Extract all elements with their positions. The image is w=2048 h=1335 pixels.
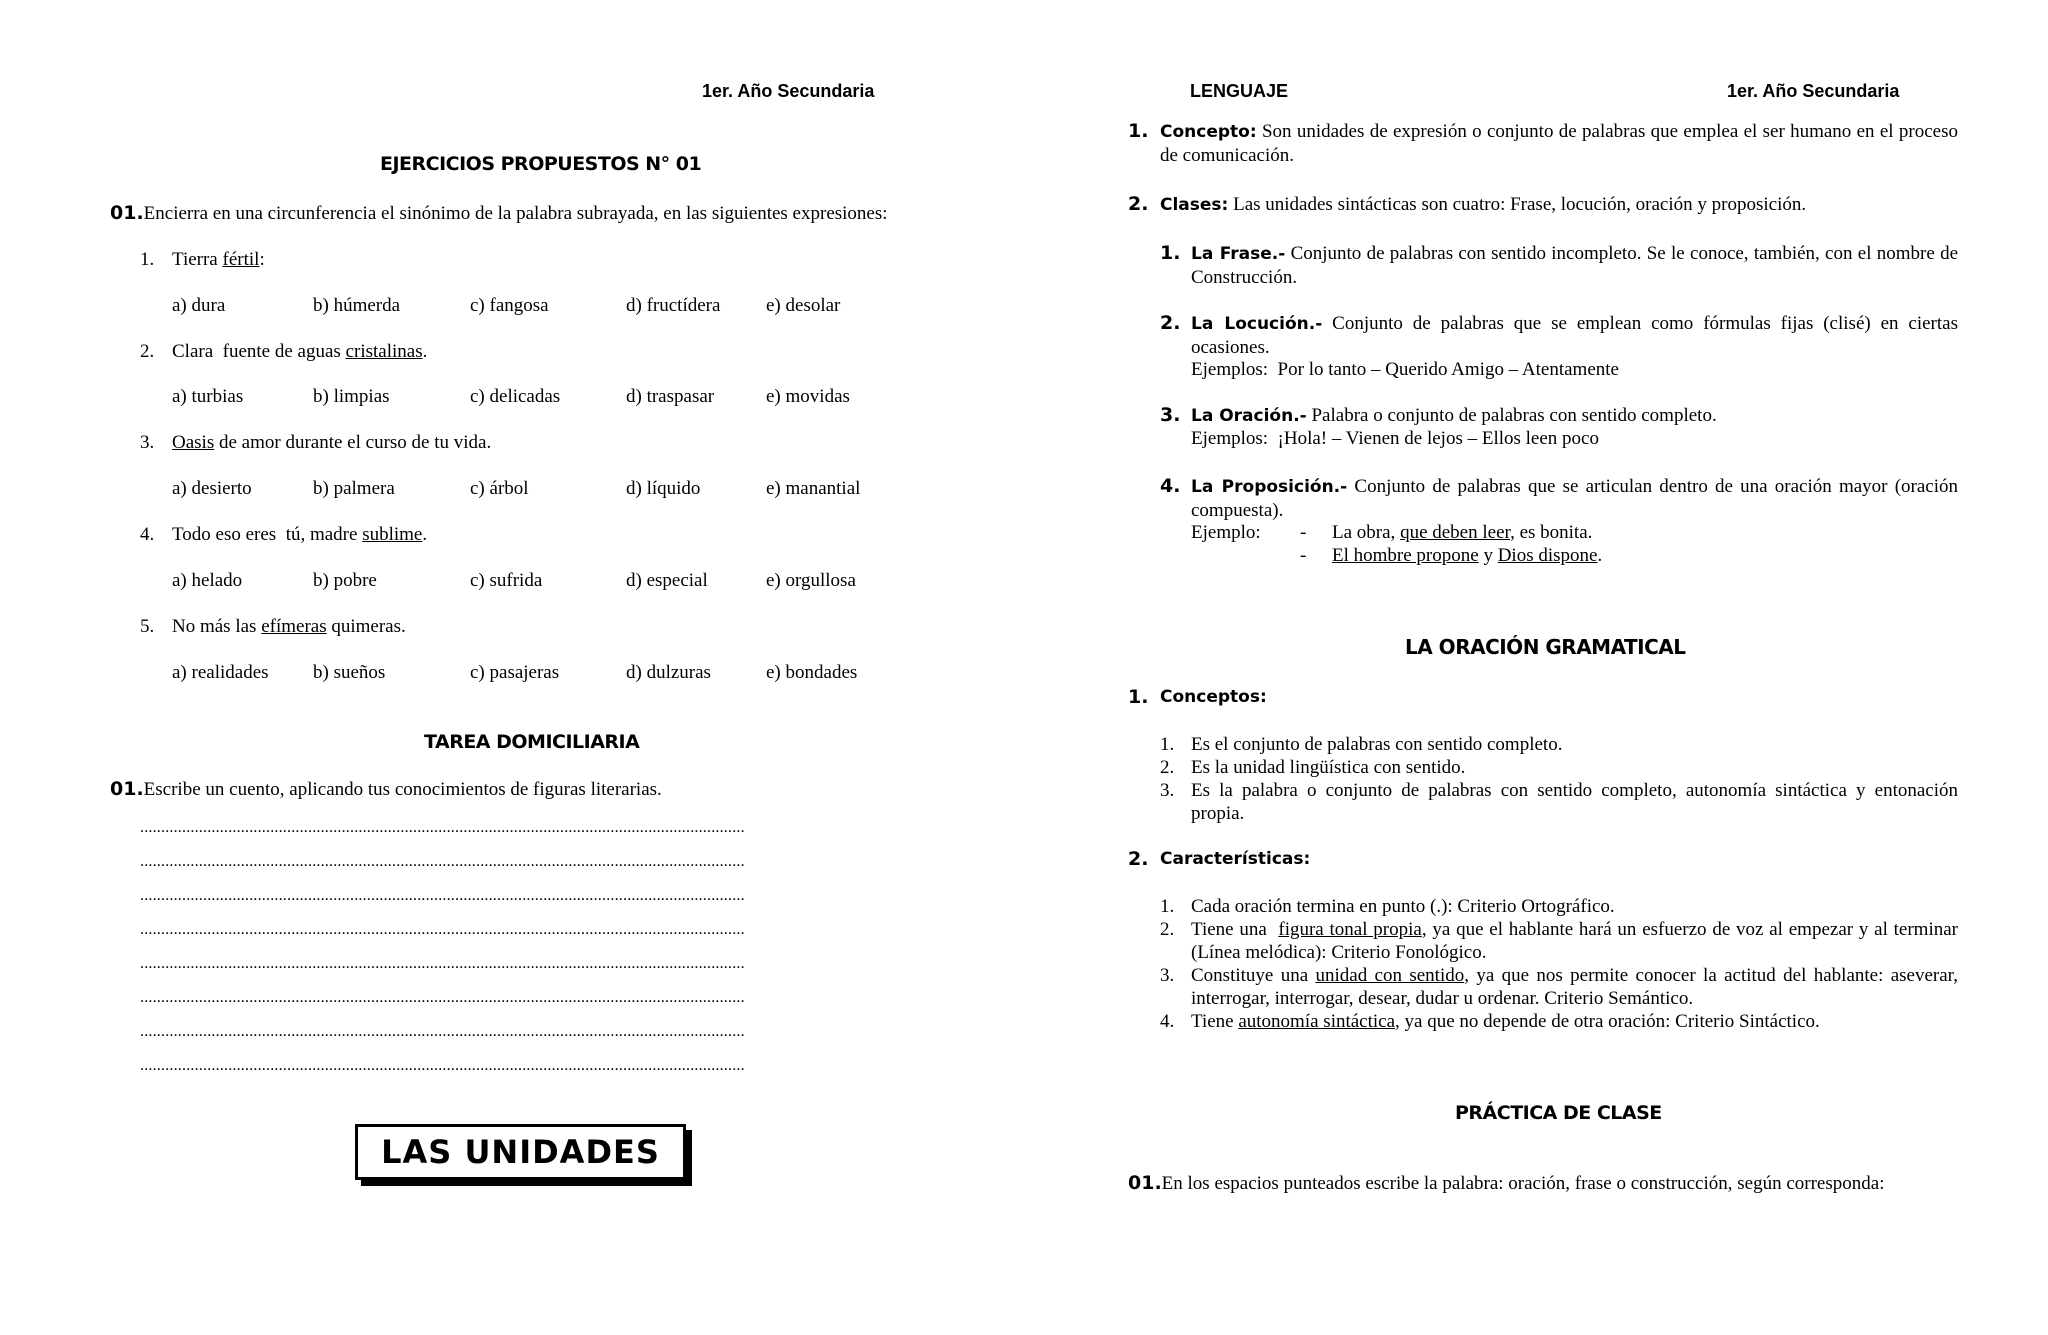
option-a[interactable]: a) desierto — [172, 478, 252, 499]
sub-number: 3. — [1160, 404, 1181, 426]
dotted-line-3[interactable]: ................................................................................................................................................ — [140, 887, 745, 904]
example-dash-1: - — [1300, 522, 1307, 543]
point-number: 2. — [1128, 193, 1149, 215]
item-text-post: quimeras. — [326, 616, 406, 637]
option-e[interactable]: e) movidas — [766, 386, 850, 407]
item-5-text — [172, 615, 406, 638]
example-text: . — [1597, 545, 1603, 566]
option-c[interactable]: c) sufrida — [470, 570, 543, 591]
dotted-line-8[interactable]: ................................................................................................................................................ — [140, 1057, 745, 1074]
underlined-phrase: unidad con sentido — [1315, 965, 1465, 986]
car-item-2 — [1191, 918, 1968, 964]
clases-text: Las unidades sintácticas son cuatro: Frase, locución, oración y proposición. — [1228, 194, 1807, 215]
underlined-word: efímeras — [261, 616, 327, 637]
example-dash-2: - — [1300, 545, 1307, 566]
clases-paragraph — [1160, 193, 1958, 217]
las-unidades-box — [355, 1124, 686, 1180]
item-2-text — [172, 340, 427, 363]
car-text: Tiene — [1191, 1011, 1239, 1032]
tarea-title: TAREA DOMICILIARIA — [424, 731, 640, 753]
concepto-item-1: Es el conjunto de palabras con sentido completo. — [1191, 734, 1563, 755]
car-item-4 — [1191, 1010, 1820, 1033]
proposicion-text: Conjunto de palabras que se articulan dentro de una oración mayor (oración compuesta). — [1191, 476, 1958, 521]
car-item-3 — [1191, 964, 1958, 1010]
concepto-label: Concepto: — [1160, 122, 1257, 142]
item-text-pre: No más las — [172, 616, 262, 637]
item-3 — [140, 431, 154, 454]
underlined-phrase: autonomía sintáctica — [1238, 1011, 1396, 1032]
tarea-01 — [110, 778, 662, 801]
option-e[interactable]: e) bondades — [766, 662, 858, 683]
item-1 — [140, 248, 154, 271]
car-text: Constituye una — [1191, 965, 1316, 986]
option-d[interactable]: d) especial — [626, 570, 708, 591]
dotted-line-6[interactable]: ................................................................................................................................................ — [140, 989, 745, 1006]
sub-number: 1. — [1160, 242, 1181, 264]
option-e[interactable]: e) manantial — [766, 478, 861, 499]
option-d[interactable]: d) traspasar — [626, 386, 715, 407]
point-number: 1. — [1128, 686, 1149, 708]
option-c[interactable]: c) delicadas — [470, 386, 561, 407]
option-d[interactable]: d) fructídera — [626, 295, 721, 316]
caracteristicas-label: Características: — [1160, 849, 1311, 869]
option-b[interactable]: b) sueños — [313, 662, 386, 683]
left-header: 1er. Año Secundaria — [702, 81, 875, 101]
clases-label: Clases: — [1160, 195, 1229, 215]
sub-number: 4. — [1160, 475, 1181, 497]
practica-title: PRÁCTICA DE CLASE — [1455, 1102, 1662, 1124]
example-text: , es bonita. — [1510, 522, 1593, 543]
question-number: 01. — [110, 778, 144, 800]
underlined-phrase: que deben leer — [1400, 522, 1511, 543]
proposicion-example-label: Ejemplo: — [1191, 522, 1261, 543]
car-num-3: 3. — [1160, 965, 1175, 986]
frase-label: La Frase.- — [1191, 244, 1286, 264]
locucion-text: Conjunto de palabras que se emplean como fórmulas fijas (clisé) en ciertas ocasiones. — [1191, 313, 1958, 358]
oracion-text: Palabra o conjunto de palabras con sentido completo. — [1306, 405, 1717, 426]
item-4-text — [172, 523, 427, 546]
dotted-line-2[interactable]: ................................................................................................................................................ — [140, 853, 745, 870]
concepto-text: Son unidades de expresión o conjunto de palabras que emplea el ser humano en el proceso de comunicación. — [1160, 121, 1958, 166]
car-item-1: Cada oración termina en punto (.): Criterio Ortográfico. — [1191, 896, 1615, 917]
conceptos-label: Conceptos: — [1160, 687, 1267, 707]
example-text: y — [1478, 545, 1498, 566]
proposicion-paragraph — [1191, 475, 1958, 522]
option-d[interactable]: d) dulzuras — [626, 662, 711, 683]
option-b[interactable]: b) pobre — [313, 570, 377, 591]
item-number: 2. — [140, 341, 155, 362]
option-a[interactable]: a) turbias — [172, 386, 244, 407]
option-b[interactable]: b) palmera — [313, 478, 395, 499]
point-number: 1. — [1128, 120, 1149, 142]
underlined-phrase: El hombre propone — [1332, 545, 1479, 566]
item-number: 4. — [140, 524, 155, 545]
option-a[interactable]: a) helado — [172, 570, 243, 591]
option-c[interactable]: c) fangosa — [470, 295, 549, 316]
proposicion-example-1 — [1332, 521, 1592, 544]
option-b[interactable]: b) limpias — [313, 386, 390, 407]
locucion-paragraph — [1191, 312, 1958, 359]
practica-01 — [1128, 1172, 1884, 1195]
point-number: 2. — [1128, 848, 1149, 870]
item-text-post: de amor durante el curso de tu vida. — [214, 432, 492, 453]
concepto-item-2: Es la unidad lingüística con sentido. — [1191, 757, 1466, 778]
frase-paragraph — [1191, 242, 1958, 289]
item-5 — [140, 615, 154, 638]
item-3-text — [172, 431, 491, 454]
question-number: 01. — [1128, 1172, 1162, 1194]
item-number: 3. — [140, 432, 155, 453]
underlined-word: cristalinas — [345, 341, 423, 362]
right-header-grade: 1er. Año Secundaria — [1727, 81, 1900, 101]
item-4 — [140, 523, 154, 546]
dotted-line-1[interactable]: ................................................................................................................................................ — [140, 819, 745, 836]
option-b[interactable]: b) húmerda — [313, 295, 401, 316]
option-d[interactable]: d) líquido — [626, 478, 701, 499]
concepto-num-1: 1. — [1160, 734, 1175, 755]
item-number: 1. — [140, 249, 155, 270]
car-text: Tiene una — [1191, 919, 1279, 940]
option-a[interactable]: a) realidades — [172, 662, 269, 683]
locucion-label: La Locución.- — [1191, 314, 1323, 334]
option-c[interactable]: c) árbol — [470, 478, 529, 499]
question-text: Encierra en una circunferencia el sinónimo de la palabra subrayada, en las siguientes expresiones: — [143, 203, 888, 224]
option-e[interactable]: e) desolar — [766, 295, 841, 316]
proposicion-example-2 — [1332, 544, 1602, 567]
oracion-gramatical-title: LA ORACIÓN GRAMATICAL — [1405, 635, 1686, 659]
right-header-subject: LENGUAJE — [1190, 81, 1289, 101]
option-e[interactable]: e) orgullosa — [766, 570, 856, 591]
concepto-paragraph — [1160, 120, 1958, 167]
concepto-num-3: 3. — [1160, 780, 1175, 801]
proposicion-label: La Proposición.- — [1191, 477, 1348, 497]
car-num-2: 2. — [1160, 919, 1175, 940]
option-a[interactable]: a) dura — [172, 295, 226, 316]
item-text-post: : — [259, 249, 265, 270]
item-text-pre: Tierra — [172, 249, 223, 270]
question-text: En los espacios punteados escribe la palabra: oración, frase o construcción, según corresponda: — [1161, 1173, 1885, 1194]
option-c[interactable]: c) pasajeras — [470, 662, 560, 683]
underlined-word: Oasis — [172, 432, 215, 453]
item-text-pre: Todo eso eres tú, madre — [172, 524, 363, 545]
underlined-word: sublime — [362, 524, 423, 545]
dotted-line-4[interactable]: ................................................................................................................................................ — [140, 921, 745, 938]
oracion-paragraph — [1191, 404, 1958, 428]
item-number: 5. — [140, 616, 155, 637]
item-text-post: . — [422, 341, 428, 362]
dotted-line-5[interactable]: ................................................................................................................................................ — [140, 955, 745, 972]
car-num-4: 4. — [1160, 1011, 1175, 1032]
concepto-num-2: 2. — [1160, 757, 1175, 778]
item-1-text — [172, 248, 265, 271]
concepto-item-3: Es la palabra o conjunto de palabras con sentido completo, autonomía sintáctica y entonación propia. — [1191, 780, 1958, 824]
car-text: , ya que no depende de otra oración: Criterio Sintáctico. — [1395, 1011, 1820, 1032]
oracion-label: La Oración.- — [1191, 406, 1307, 426]
dotted-line-7[interactable]: ................................................................................................................................................ — [140, 1023, 745, 1040]
question-text: Escribe un cuento, aplicando tus conocimientos de figuras literarias. — [143, 779, 662, 800]
question-number: 01. — [110, 202, 144, 224]
underlined-word: fértil — [222, 249, 260, 270]
frase-text: Conjunto de palabras con sentido incompleto. Se le conoce, también, con el nombre de Construcción. — [1191, 243, 1959, 288]
item-2 — [140, 340, 154, 363]
sub-number: 2. — [1160, 312, 1181, 334]
oracion-example: Ejemplos: ¡Hola! – Vienen de lejos – Ellos leen poco — [1191, 428, 1599, 449]
las-unidades-title: LAS UNIDADES — [381, 1133, 660, 1171]
ejercicios-title: EJERCICIOS PROPUESTOS N° 01 — [380, 153, 702, 175]
car-text: , ya que el hablante hará un esfuerzo de voz al empezar y al terminar (Línea melódica): Criterio Fonológico. — [1191, 919, 1968, 963]
locucion-example: Ejemplos: Por lo tanto – Querido Amigo – Atentamente — [1191, 359, 1619, 380]
underlined-phrase: Dios dispone — [1497, 545, 1598, 566]
example-text: La obra, — [1332, 522, 1401, 543]
car-text: , ya que nos permite conocer la actitud del hablante: aseverar, interrogar, interrogar, desear, dudar u ordenar. Criterio Semántico. — [1191, 965, 1958, 1009]
item-text-pre: Clara fuente de aguas — [172, 341, 346, 362]
item-text-post: . — [422, 524, 428, 545]
car-num-1: 1. — [1160, 896, 1175, 917]
question-01 — [110, 202, 888, 225]
underlined-phrase: figura tonal propia — [1278, 919, 1422, 940]
